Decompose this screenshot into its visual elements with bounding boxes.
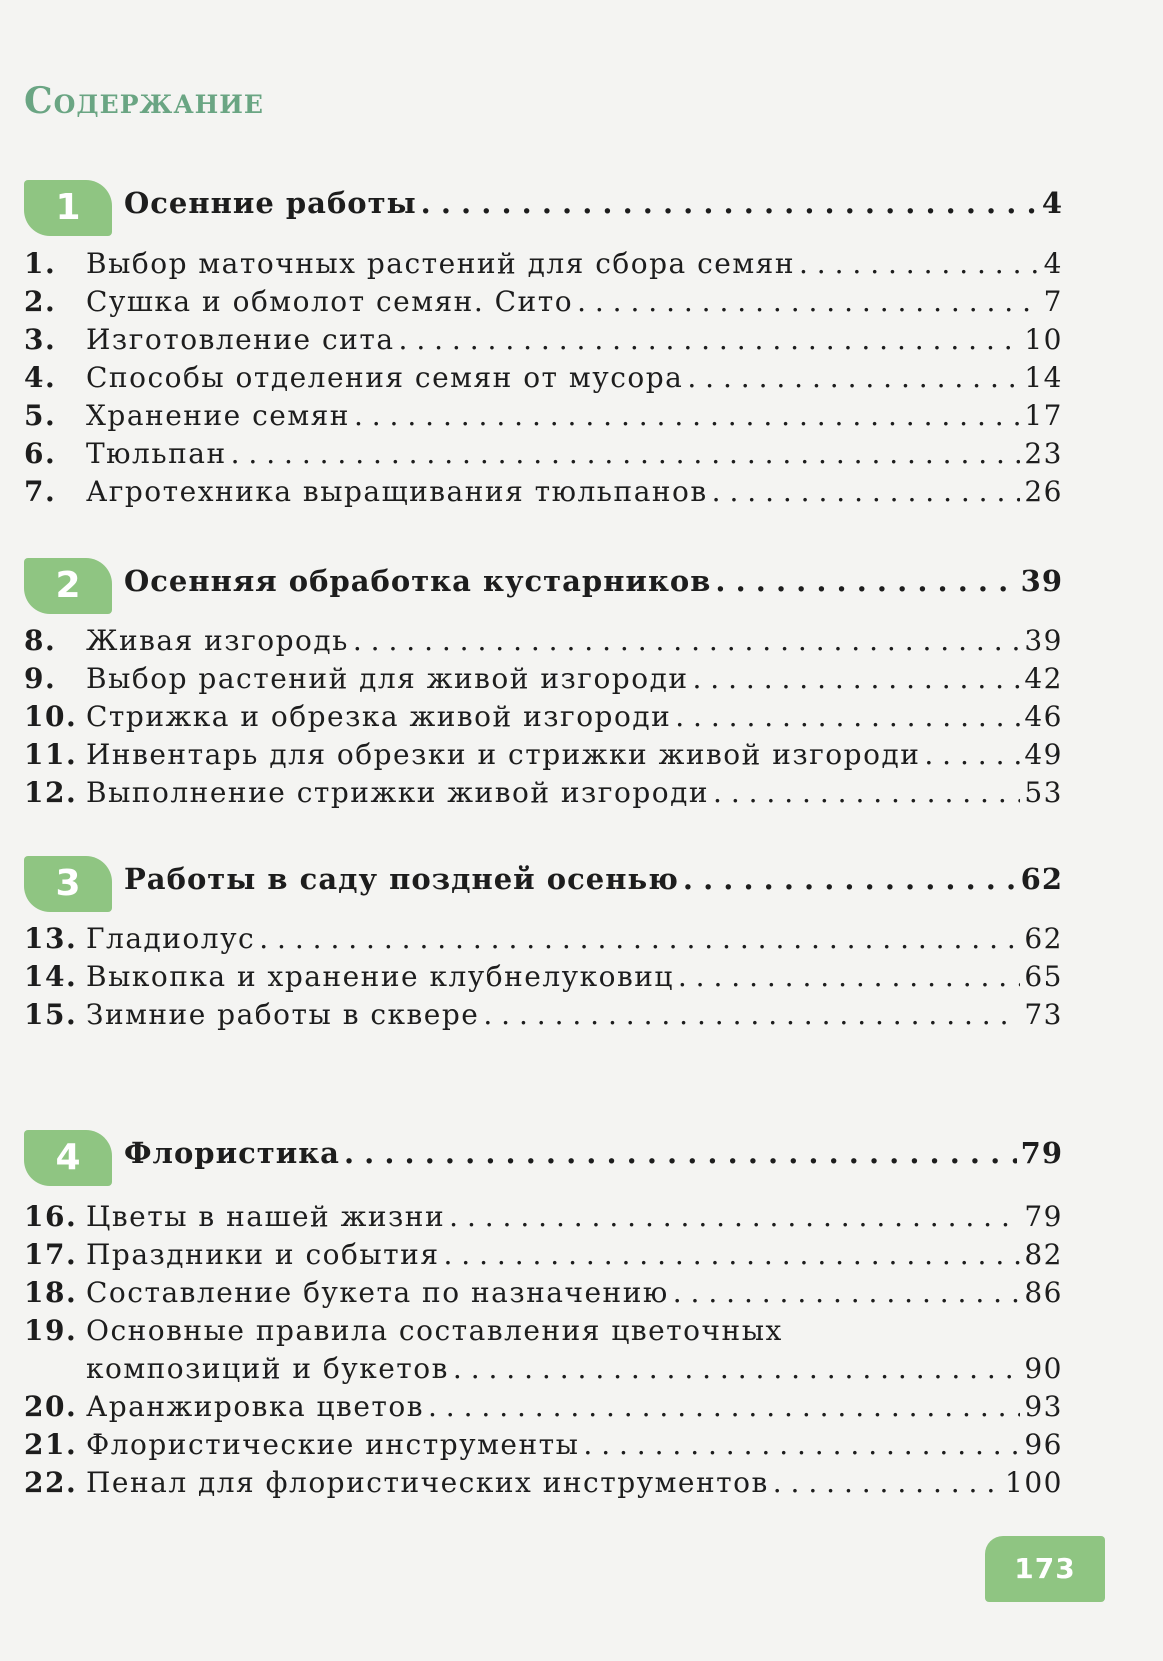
dot-leader	[399, 323, 1021, 356]
entry-page: 86	[1024, 1276, 1063, 1309]
dot-leader	[444, 1238, 1021, 1271]
dot-leader	[428, 1390, 1020, 1423]
toc-entry[interactable]	[24, 361, 1063, 401]
entry-number: 17.	[24, 1238, 78, 1271]
toc-entry[interactable]	[24, 662, 1063, 702]
entry-number: 15.	[24, 998, 78, 1031]
dot-leader	[715, 564, 1016, 598]
entry-page: 79	[1024, 1200, 1063, 1233]
dot-leader	[353, 624, 1020, 657]
entry-number: 4.	[24, 361, 57, 394]
toc-entry[interactable]	[24, 437, 1063, 477]
entry-title: Праздники и события	[86, 1238, 440, 1271]
entry-number: 10.	[24, 700, 78, 733]
entry-number: 6.	[24, 437, 57, 470]
entry-page: 46	[1024, 700, 1063, 733]
entry-title: Агротехника выращивания тюльпанов	[86, 475, 708, 508]
entry-number: 2.	[24, 285, 57, 318]
entry-page: 73	[1024, 998, 1063, 1031]
dot-leader	[687, 361, 1020, 394]
entry-number: 22.	[24, 1466, 78, 1499]
entry-title: Выбор маточных растений для сбора семян	[86, 247, 795, 280]
entry-page: 26	[1024, 475, 1063, 508]
entry-title: Стрижка и обрезка живой изгороди	[86, 700, 672, 733]
toc-entry[interactable]	[24, 1200, 1063, 1240]
entry-title: Флористические инструменты	[86, 1428, 580, 1461]
section-header-4[interactable]	[24, 1130, 1063, 1186]
entry-page: 53	[1024, 776, 1063, 809]
toc-entry[interactable]	[24, 399, 1063, 439]
entry-title: Выбор растений для живой изгороди	[86, 662, 689, 695]
entry-page: 39	[1024, 624, 1063, 657]
section-page: 79	[1020, 1136, 1063, 1170]
entry-title: Зимние работы в сквере	[86, 998, 480, 1031]
dot-leader	[683, 862, 1017, 896]
entry-page: 82	[1024, 1238, 1063, 1271]
entry-title: Способы отделения семян от мусора	[86, 361, 684, 394]
toc-entry[interactable]	[24, 1428, 1063, 1468]
entry-page: 23	[1024, 437, 1063, 470]
dot-leader	[583, 1428, 1020, 1461]
entry-title: композиций и букетов	[86, 1352, 449, 1385]
toc-entry[interactable]	[24, 247, 1063, 287]
entry-title: Цветы в нашей жизни	[86, 1200, 446, 1233]
entry-title: Гладиолус	[86, 922, 256, 955]
entry-number: 13.	[24, 922, 78, 955]
dot-leader	[675, 700, 1020, 733]
entry-title: Аранжировка цветов	[86, 1390, 424, 1423]
dot-leader	[259, 922, 1020, 955]
section-number-badge: 1	[24, 180, 112, 236]
entry-number: 19.	[24, 1314, 78, 1347]
toc-entry[interactable]	[24, 922, 1063, 962]
toc-entry[interactable]	[24, 624, 1063, 664]
entry-number: 9.	[24, 662, 57, 695]
entry-title: Выполнение стрижки живой изгороди	[86, 776, 710, 809]
section-header-2[interactable]	[24, 558, 1063, 614]
entry-page: 17	[1024, 399, 1063, 432]
dot-leader	[673, 1276, 1021, 1309]
entry-title: Выкопка и хранение клубнелуковиц	[86, 960, 674, 993]
dot-leader	[344, 1136, 1017, 1170]
entry-title: Пенал для флористических инструментов	[86, 1466, 769, 1499]
entry-number: 11.	[24, 738, 78, 771]
dot-leader	[773, 1466, 1001, 1499]
entry-page: 10	[1024, 323, 1063, 356]
entry-number: 7.	[24, 475, 57, 508]
section-number-badge: 3	[24, 856, 112, 912]
dot-leader	[678, 960, 1020, 993]
entry-title: Составление букета по назначению	[86, 1276, 669, 1309]
toc-entry[interactable]	[24, 960, 1063, 1000]
entry-page: 90	[1024, 1352, 1063, 1385]
toc-entry[interactable]	[24, 776, 1063, 816]
entry-title-line1: Основные правила составления цветочных	[86, 1314, 783, 1347]
entry-page: 93	[1024, 1390, 1063, 1423]
entry-page: 100	[1005, 1466, 1063, 1499]
entry-number: 8.	[24, 624, 57, 657]
dot-leader	[693, 662, 1021, 695]
toc-entry[interactable]	[24, 1238, 1063, 1278]
entry-page: 96	[1024, 1428, 1063, 1461]
entry-number: 5.	[24, 399, 57, 432]
section-number-badge: 4	[24, 1130, 112, 1186]
dot-leader	[421, 186, 1038, 220]
entry-title: Хранение семян	[86, 399, 350, 432]
section-number-badge: 2	[24, 558, 112, 614]
page-title: Содержание	[24, 80, 264, 122]
entry-title: Сушка и обмолот семян. Сито	[86, 285, 574, 318]
section-title: Осенние работы	[124, 186, 417, 220]
toc-entry[interactable]	[24, 998, 1063, 1038]
dot-leader	[231, 437, 1021, 470]
toc-entry[interactable]	[24, 475, 1063, 515]
toc-entry[interactable]	[24, 285, 1063, 325]
entry-number: 18.	[24, 1276, 78, 1309]
dot-leader	[577, 285, 1040, 318]
dot-leader	[799, 247, 1040, 280]
dot-leader	[713, 776, 1020, 809]
entry-title: Живая изгородь	[86, 624, 349, 657]
dot-leader	[449, 1200, 1020, 1233]
entry-page: 62	[1024, 922, 1063, 955]
entry-number: 14.	[24, 960, 78, 993]
entry-title: Изготовление сита	[86, 323, 395, 356]
toc-entry[interactable]	[24, 323, 1063, 363]
entry-page: 4	[1043, 247, 1063, 280]
dot-leader	[483, 998, 1020, 1031]
page-number-badge: 173	[985, 1536, 1105, 1602]
section-title: Флористика	[124, 1136, 340, 1170]
dot-leader	[924, 738, 1020, 771]
entry-number: 16.	[24, 1200, 78, 1233]
dot-leader	[354, 399, 1020, 432]
entry-number: 12.	[24, 776, 78, 809]
toc-entry[interactable]	[24, 1466, 1063, 1506]
section-page: 39	[1020, 564, 1063, 598]
entry-number: 3.	[24, 323, 57, 356]
entry-number: 20.	[24, 1390, 78, 1423]
entry-page: 7	[1043, 285, 1063, 318]
toc-entry[interactable]	[24, 1390, 1063, 1430]
entry-title: Инвентарь для обрезки и стрижки живой изгороди	[86, 738, 921, 771]
entry-page: 14	[1024, 361, 1063, 394]
section-header-1[interactable]	[24, 180, 1063, 236]
toc-entry-line1[interactable]	[24, 1314, 1063, 1354]
toc-entry[interactable]	[24, 1352, 1063, 1392]
section-title: Осенняя обработка кустарников	[124, 564, 712, 598]
entry-page: 42	[1024, 662, 1063, 695]
entry-page: 65	[1024, 960, 1063, 993]
section-page: 4	[1041, 186, 1063, 220]
dot-leader	[712, 475, 1021, 508]
toc-entry[interactable]	[24, 1276, 1063, 1316]
entry-title: Тюльпан	[86, 437, 227, 470]
section-page: 62	[1020, 862, 1063, 896]
entry-number: 21.	[24, 1428, 78, 1461]
entry-page: 49	[1024, 738, 1063, 771]
section-header-3[interactable]	[24, 856, 1063, 912]
entry-number: 1.	[24, 247, 57, 280]
toc-entry[interactable]	[24, 738, 1063, 778]
dot-leader	[453, 1352, 1020, 1385]
toc-entry[interactable]	[24, 700, 1063, 740]
section-title: Работы в саду поздней осенью	[124, 862, 679, 896]
